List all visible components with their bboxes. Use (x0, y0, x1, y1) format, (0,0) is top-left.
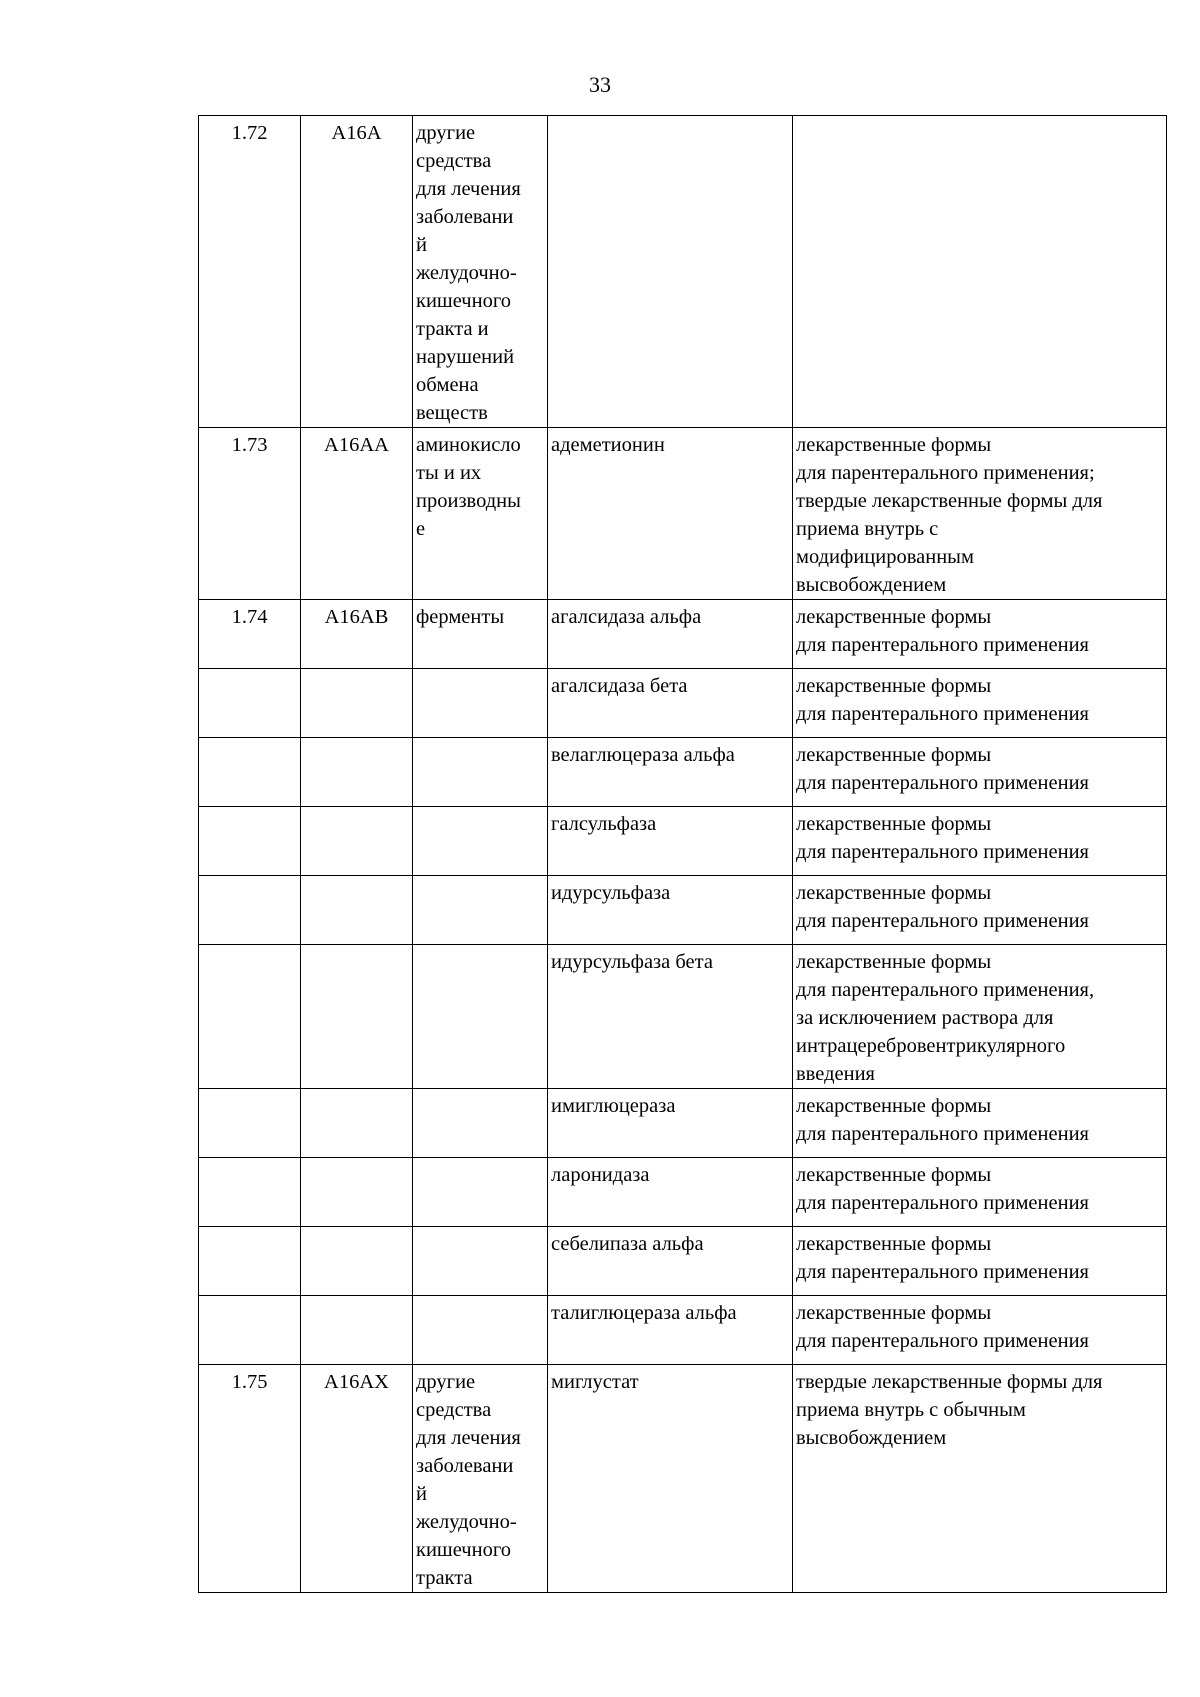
table-row (199, 1365, 1167, 1593)
group-name-cell-line: аминокисло (416, 434, 521, 456)
drug-name-cell (548, 1296, 793, 1365)
drug-table (198, 115, 1167, 1593)
atc-code-cell: А16А (301, 116, 413, 428)
dosage-form-cell-line: лекарственные формы (796, 1302, 992, 1324)
atc-code-cell (301, 669, 413, 738)
group-name-cell-line: заболевани (416, 206, 514, 228)
group-name-cell (413, 1227, 548, 1296)
group-name-cell (413, 945, 548, 1089)
dosage-form-cell-line: для парентерального применения (796, 910, 1089, 932)
page-number: 33 (589, 72, 611, 97)
drug-name-cell-line: идурсульфаза (551, 882, 671, 904)
drug-name-cell-line: имиглюцераза (551, 1095, 676, 1117)
drug-name-cell-line: идурсульфаза бета (551, 951, 713, 973)
dosage-form-cell-line: высвобождением (796, 574, 947, 596)
group-name-cell (413, 669, 548, 738)
drug-name-cell-line: талиглюцераза альфа (551, 1302, 737, 1324)
dosage-form-cell-line: лекарственные формы (796, 1095, 992, 1117)
group-name-cell-line: тракта и (416, 318, 489, 340)
drug-name-cell (548, 738, 793, 807)
group-name-cell-line: нарушений (416, 346, 515, 368)
drug-name-cell (548, 876, 793, 945)
group-name-cell (413, 1296, 548, 1365)
drug-name-cell (548, 1365, 793, 1593)
table-row (199, 738, 1167, 807)
dosage-form-cell (793, 945, 1167, 1089)
atc-code-cell: А16АХ (301, 1365, 413, 1593)
dosage-form-cell-line: для парентерального применения (796, 703, 1089, 725)
group-name-cell-line: ты и их (416, 462, 482, 484)
dosage-form-cell-line: лекарственные формы (796, 744, 992, 766)
dosage-form-cell-line: лекарственные формы (796, 1164, 992, 1186)
table-row (199, 876, 1167, 945)
dosage-form-cell-line: твердые лекарственные формы для (796, 490, 1103, 512)
dosage-form-cell-line: для парентерального применения, (796, 979, 1095, 1001)
group-name-cell-line: тракта (416, 1567, 473, 1589)
dosage-form-cell-line: для парентерального применения (796, 841, 1089, 863)
dosage-form-cell-line: высвобождением (796, 1427, 947, 1449)
dosage-form-cell-line: для парентерального применения (796, 1330, 1089, 1352)
group-name-cell-line: кишечного (416, 1539, 511, 1561)
dosage-form-cell (793, 116, 1167, 428)
group-name-cell-line: желудочно- (416, 1511, 517, 1533)
drug-name-cell-line: адеметионин (551, 434, 665, 456)
dosage-form-cell-line: для парентерального применения (796, 634, 1089, 656)
drug-name-cell (548, 1158, 793, 1227)
group-name-cell (413, 428, 548, 600)
dosage-form-cell (793, 600, 1167, 669)
group-name-cell (413, 876, 548, 945)
row-number-cell (199, 1158, 301, 1227)
dosage-form-cell (793, 876, 1167, 945)
dosage-form-cell-line: лекарственные формы (796, 813, 992, 835)
dosage-form-cell-line: приема внутрь с (796, 518, 939, 540)
dosage-form-cell-line: лекарственные формы (796, 951, 992, 973)
group-name-cell-line: другие (416, 122, 476, 144)
drug-name-cell-line: агалсидаза альфа (551, 606, 702, 628)
group-name-cell-line: ферменты (416, 606, 505, 628)
table-row (199, 807, 1167, 876)
row-number-cell (199, 945, 301, 1089)
group-name-cell-line: веществ (416, 402, 488, 424)
row-number-cell (199, 876, 301, 945)
drug-name-cell (548, 945, 793, 1089)
table-row (199, 669, 1167, 738)
table-row (199, 428, 1167, 600)
dosage-form-cell-line: лекарственные формы (796, 675, 992, 697)
row-number-cell: 1.73 (199, 428, 301, 600)
drug-name-cell (548, 669, 793, 738)
dosage-form-cell-line: для парентерального применения; (796, 462, 1095, 484)
atc-code-cell (301, 1227, 413, 1296)
atc-code-cell (301, 738, 413, 807)
dosage-form-cell-line: приема внутрь с обычным (796, 1399, 1026, 1421)
table-row (199, 1089, 1167, 1158)
table-row (199, 1227, 1167, 1296)
dosage-form-cell (793, 1296, 1167, 1365)
group-name-cell-line: желудочно- (416, 262, 517, 284)
group-name-cell-line: производны (416, 490, 521, 512)
dosage-form-cell (793, 1158, 1167, 1227)
drug-name-cell (548, 1227, 793, 1296)
row-number-cell (199, 1296, 301, 1365)
table-row (199, 600, 1167, 669)
group-name-cell-line: обмена (416, 374, 479, 396)
dosage-form-cell-line: введения (796, 1063, 875, 1085)
group-name-cell-line: для лечения (416, 1427, 521, 1449)
atc-code-cell (301, 876, 413, 945)
group-name-cell (413, 1158, 548, 1227)
atc-code-cell: А16АВ (301, 600, 413, 669)
group-name-cell (413, 807, 548, 876)
group-name-cell-line: средства (416, 150, 492, 172)
dosage-form-cell (793, 1227, 1167, 1296)
drug-name-cell (548, 116, 793, 428)
drug-name-cell (548, 807, 793, 876)
group-name-cell (413, 738, 548, 807)
group-name-cell-line: е (416, 518, 426, 540)
dosage-form-cell (793, 807, 1167, 876)
group-name-cell-line: й (416, 234, 427, 256)
dosage-form-cell-line: лекарственные формы (796, 882, 992, 904)
atc-code-cell (301, 1158, 413, 1227)
dosage-form-cell-line: интрацеребровентрикулярного (796, 1035, 1066, 1057)
dosage-form-cell-line: модифицированным (796, 546, 974, 568)
drug-name-cell-line: себелипаза альфа (551, 1233, 704, 1255)
atc-code-cell (301, 1296, 413, 1365)
table-row (199, 116, 1167, 428)
group-name-cell (413, 1089, 548, 1158)
drug-name-cell (548, 600, 793, 669)
group-name-cell-line: другие (416, 1371, 476, 1393)
table-body (199, 116, 1167, 1593)
atc-code-cell (301, 945, 413, 1089)
group-name-cell-line: средства (416, 1399, 492, 1421)
dosage-form-cell (793, 669, 1167, 738)
group-name-cell-line: для лечения (416, 178, 521, 200)
row-number-cell (199, 669, 301, 738)
dosage-form-cell (793, 1365, 1167, 1593)
dosage-form-cell-line: для парентерального применения (796, 1192, 1089, 1214)
table-row (199, 1158, 1167, 1227)
dosage-form-cell-line: лекарственные формы (796, 606, 992, 628)
table-row (199, 945, 1167, 1089)
row-number-cell (199, 738, 301, 807)
atc-code-cell: А16АА (301, 428, 413, 600)
row-number-cell: 1.74 (199, 600, 301, 669)
atc-code-cell (301, 807, 413, 876)
dosage-form-cell (793, 738, 1167, 807)
dosage-form-cell-line: для парентерального применения (796, 1123, 1089, 1145)
drug-name-cell-line: велаглюцераза альфа (551, 744, 735, 766)
drug-name-cell (548, 428, 793, 600)
drug-name-cell (548, 1089, 793, 1158)
dosage-form-cell (793, 1089, 1167, 1158)
group-name-cell-line: кишечного (416, 290, 511, 312)
row-number-cell: 1.72 (199, 116, 301, 428)
dosage-form-cell-line: для парентерального применения (796, 772, 1089, 794)
dosage-form-cell-line: за исключением раствора для (796, 1007, 1054, 1029)
drug-name-cell-line: миглустат (551, 1371, 639, 1393)
row-number-cell (199, 1089, 301, 1158)
atc-code-cell (301, 1089, 413, 1158)
group-name-cell (413, 1365, 548, 1593)
dosage-form-cell-line: лекарственные формы (796, 434, 992, 456)
table-row (199, 1296, 1167, 1365)
dosage-form-cell-line: лекарственные формы (796, 1233, 992, 1255)
group-name-cell-line: й (416, 1483, 427, 1505)
row-number-cell (199, 1227, 301, 1296)
row-number-cell (199, 807, 301, 876)
dosage-form-cell-line: твердые лекарственные формы для (796, 1371, 1103, 1393)
dosage-form-cell (793, 428, 1167, 600)
group-name-cell (413, 116, 548, 428)
row-number-cell: 1.75 (199, 1365, 301, 1593)
group-name-cell-line: заболевани (416, 1455, 514, 1477)
drug-name-cell-line: агалсидаза бета (551, 675, 688, 697)
group-name-cell (413, 600, 548, 669)
drug-name-cell-line: ларонидаза (551, 1164, 650, 1186)
dosage-form-cell-line: для парентерального применения (796, 1261, 1089, 1283)
drug-name-cell-line: галсульфаза (551, 813, 657, 835)
